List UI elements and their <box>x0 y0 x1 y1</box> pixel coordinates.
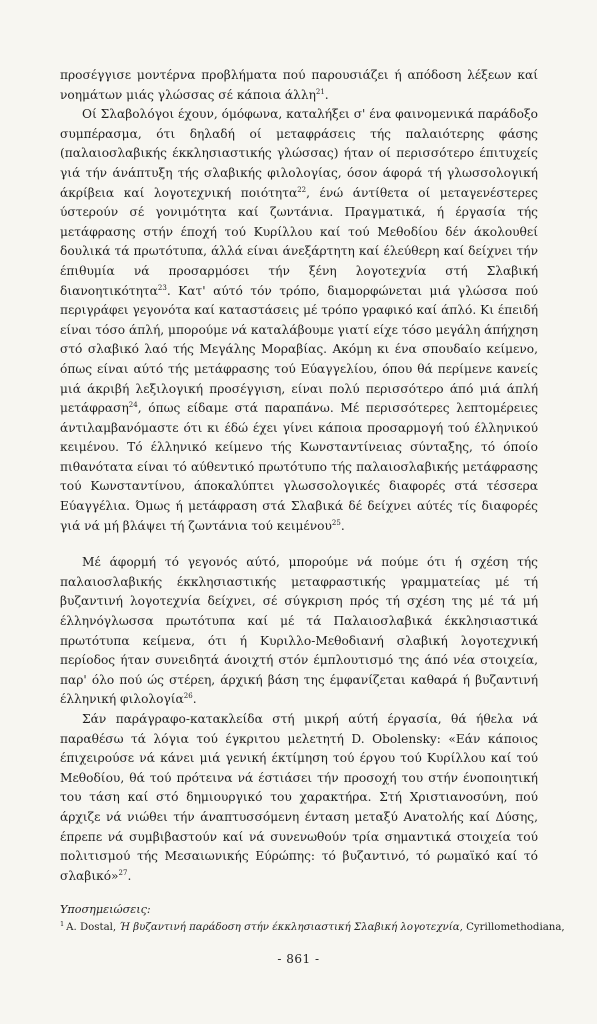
footnote-reference: 26 <box>183 692 193 701</box>
paragraph-text: Οί Σλαβολόγοι έχουν, όμόφωνα, καταλήξει σ' ένα φαινομενικά παράδοξο συμπέρασμα, ότι δηλαδή οί μεταφράσεις τής παλαιότερης φάσης (παλαιοσλαβικής έκκλησιαστικής γλώσσας) ήταν οί περισσότερο έπιτυχείς γιά τήν άνάπτυξη τής σλαβικής φιλολογίας, όσον άφορά τή γλωσσολογική άκρίβεια καί λογοτεχνική ποιότητα <box>60 107 538 200</box>
page-number: - 861 - <box>277 952 320 966</box>
paragraph-text: , όπως είδαμε στά παραπάνω. Μέ περισσότερες λεπτομέρειες άντιλαμβανόμαστε ότι κι έδώ έχει γίνει κάποια προσαρμογή τού έλληνικού κειμένου. Τό έλληνικό κείμενο τής Κωνσταντίνειας σύνταξης, τό όποίο πιθανότατα είναι τό αύθεντικό πρωτότυπο τής παλαιοσλαβικής μετάφρασης τού Κωνσταντίνου, άποκαλύπτει γλωσσολογικές διαφορές στά τέσσερα Εύαγγέλια. Όμως ή μετάφραση στά Σλαβικά δέ δείχνει αύτές τίς διαφορές γιά νά μή βλάψει τή ζωντάνια τού κειμένου <box>60 401 538 533</box>
footnotes-heading: Υποσημειώσεις: <box>60 903 151 917</box>
paragraph-text: . <box>127 868 132 883</box>
paragraph <box>60 710 538 886</box>
paragraph-text: . <box>340 518 345 533</box>
paragraph-text: . <box>192 692 197 707</box>
paragraph-text: , ένώ άντίθετα οί μεταγενέστερες ύστερούν σέ γονιμότητα καί ζωντάνια. Πραγματικά, ή έργασία τής μετάφρασης στήν έποχή τού Κυρίλλου καί τού Μεθοδίου δέν άκολουθεί δουλικά τά πρωτότυπα, άλλά είναι άνεξάρτητη καί έλεύθερη καί δείχνει τήν έπιθυμία νά προσαρμόσει τήν ξένη λογοτεχνία στή Σλαβική διανοητικότητα <box>60 185 538 298</box>
footnote-reference: 24 <box>128 401 138 410</box>
footnote-reference: 22 <box>297 185 307 194</box>
paragraph-text: . Κατ' αύτό τόν τρόπο, διαμορφώνεται μιά γλώσσα πού περιγράφει γεγονότα καί καταστάσεις μέ τρόπο γραφικό καί άπλό. Κι έπειδή είναι τόσο άπλή, μπορούμε νά καταλάβουμε γιατί είχε τόσο μεγάλη άπήχηση στό σλαβικό λαό τής Μεγάλης Μοραβίας. Ακόμη κι ένα σπουδαίο κείμενο, όπως είναι αύτό τής μετάφρασης τού Εύαγγελίου, όπου θά περίμενε κανείς μιά άκριβή λεξιλογική προσέγγιση, είναι πολύ περισσότερο άπό μιά άπλή μετάφραση <box>60 283 538 416</box>
document-body <box>60 66 565 936</box>
paragraph-text: Μέ άφορμή τό γεγονός αύτό, μπορούμε νά πούμε ότι ή σχέση τής παλαιοσλαβικής έκκλησιαστικής μεταφραστικής γραμματείας μέ τή βυζαντινή λογοτεχνία δείχνει, σέ σύγκριση πρός τή σχέση της μέ τά μή έλληνόγλωσσα πρωτότυπα καί μέ τά Παλαιοσλαβικά έκκλησιαστικά πρωτότυπα κείμενα, ότι ή Κυριλλο-Μεθοδιανή σλαβική λογοτεχνική περίοδος ήταν συνειδητά άνοιχτή στόν έμπλουτισμό της άπό νέα στοιχεία, παρ' όλο πού ώς στέρεη, άρχική βάση της έμφανίζεται καθαρά ή βυζαντινή έλληνική φιλολογία <box>60 555 538 707</box>
footnote-reference: 27 <box>118 868 128 877</box>
footnote-reference: 25 <box>331 518 341 527</box>
paragraph <box>60 66 538 105</box>
footnote-item <box>60 920 565 936</box>
footnote-reference: 21 <box>315 87 325 96</box>
footnote-reference: 23 <box>157 283 167 292</box>
footnote-number: 1 <box>60 920 65 929</box>
footnote-rest: Cyrillomethodiana, <box>462 922 565 934</box>
main-text <box>60 66 538 886</box>
paragraph <box>60 553 538 710</box>
paragraph <box>60 105 538 536</box>
footnotes-section <box>60 902 565 936</box>
paragraph-text: προσέγγισε μοντέρνα προβλήματα πού παρουσιάζει ή απόδοση λέξεων καί νοημάτων μιάς γλώσσας σέ κάποια άλλη <box>60 68 538 102</box>
paragraph-text: . <box>324 87 329 102</box>
paragraph-text: Σάν παράγραφο-κατακλείδα στή μικρή αύτή έργασία, θά ήθελα νά παραθέσω τά λόγια τού έγκριτου μελετητή D. Obolensky: «Εάν κάποιος έπιχειρούσε νά κάνει μιά γενική έκτίμηση τού έργου τού Κυρίλλου καί τού Μεθοδίου, θά τού πρότεινα νά έστιάσει τήν προσοχή του στήν ένοποιητική του τάση καί στό δημιουργικό του χαρακτήρα. Στή Χριστιανοσύνη, πού άρχιζε νά νιώθει τήν άναπτυσσόμενη ένταση μεταξύ Ανατολής καί Δύσης, έπρεπε νά συμβιβαστούν καί νά συνενωθούν τρία σημαντικά στοιχεία τού πολιτισμού τής Μεσαιωνικής Εύρώπης: τό βυζαντινό, τό ρωμαϊκό καί τό σλαβικό» <box>60 712 538 883</box>
footnote-author: A. Dostal, <box>66 922 120 934</box>
footnote-title: Ή βυζαντινή παράδοση στήν έκκλησιαστική Σλαβική λογοτεχνία, <box>119 922 463 934</box>
